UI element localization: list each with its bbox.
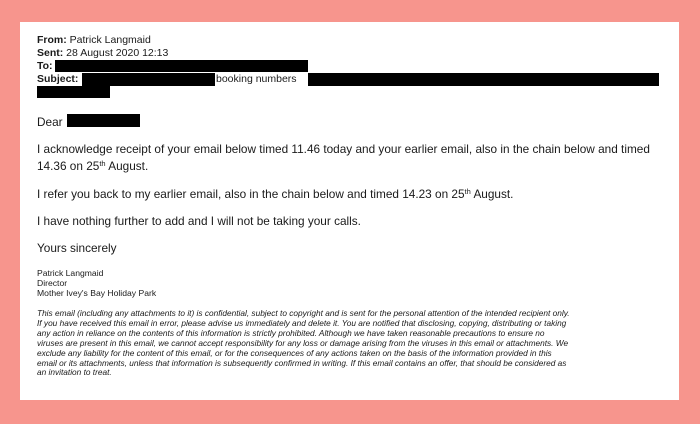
from-value: Patrick Langmaid: [69, 34, 151, 46]
disclaimer-line: any action in reliance on the contents of this information is strictly prohibited. Although we have taken reasonable precautions to ensure no: [37, 327, 545, 338]
redaction-recipient: [67, 114, 140, 127]
disclaimer-line: viruses are present in this email, we cannot accept responsibility for any loss or damage arising from the viruses in this email or attachments. We: [37, 337, 569, 348]
paragraph-1-line-1: I acknowledge receipt of your email below timed 11.46 today and your earlier email, also in the chain below and timed: [37, 142, 650, 156]
from-label: From:: [37, 34, 67, 46]
greeting-text: Dear: [37, 115, 63, 129]
sent-line: [37, 47, 168, 60]
disclaimer-line: exclude any liability for the content of this email, or for the consequences of any actions taken on the basis of the information provided in this: [37, 347, 552, 358]
disclaimer-line: This email (including any attachments to it) is confidential, subject to copyright and is sent for the personal attention of the intended recipient only.: [37, 308, 570, 318]
redaction-to: [55, 60, 308, 72]
redaction-subject-3: [37, 86, 110, 98]
subject-fragment: booking numbers: [216, 73, 297, 85]
paragraph-3: I have nothing further to add and I will not be taking your calls.: [37, 214, 361, 228]
greeting: [37, 115, 63, 130]
email-document: [20, 22, 679, 400]
para1-sup: th: [99, 159, 106, 168]
closing: Yours sincerely: [37, 241, 117, 255]
disclaimer-line: If you have received this email in error, please advise us immediately and delete it. You are notified that disclosing, copying, distributing or taking: [37, 317, 567, 328]
sent-label: Sent:: [37, 47, 64, 59]
disclaimer-line: email or its attachments, unless that information is subsequently confirmed in writing. If this email contains an offer, that should be considered as: [37, 357, 567, 368]
para2-sup: th: [464, 187, 471, 196]
subject-label: Subject:: [37, 73, 79, 85]
signature-name: Patrick Langmaid: [37, 268, 104, 278]
para2-text-b: August.: [470, 187, 514, 201]
para1-text-a: 14.36 on 25: [37, 159, 100, 173]
paragraph-1-line-2: [37, 159, 148, 174]
paragraph-2: [37, 187, 513, 202]
subject-line: [37, 73, 78, 86]
signature-company: Mother Ivey's Bay Holiday Park: [37, 288, 157, 298]
redaction-subject-2: [308, 73, 659, 86]
from-line: [37, 34, 151, 47]
redaction-subject-1: [82, 73, 215, 86]
para1-text-b: August.: [105, 159, 149, 173]
disclaimer: [37, 309, 665, 378]
to-label: To:: [37, 60, 53, 72]
signature-title: Director: [37, 278, 68, 288]
sent-value: 28 August 2020 12:13: [66, 47, 169, 59]
to-line: [37, 60, 53, 73]
disclaimer-line: an invitation to treat.: [37, 367, 112, 378]
para2-text-a: I refer you back to my earlier email, also in the chain below and timed 14.23 on 25: [37, 187, 465, 201]
